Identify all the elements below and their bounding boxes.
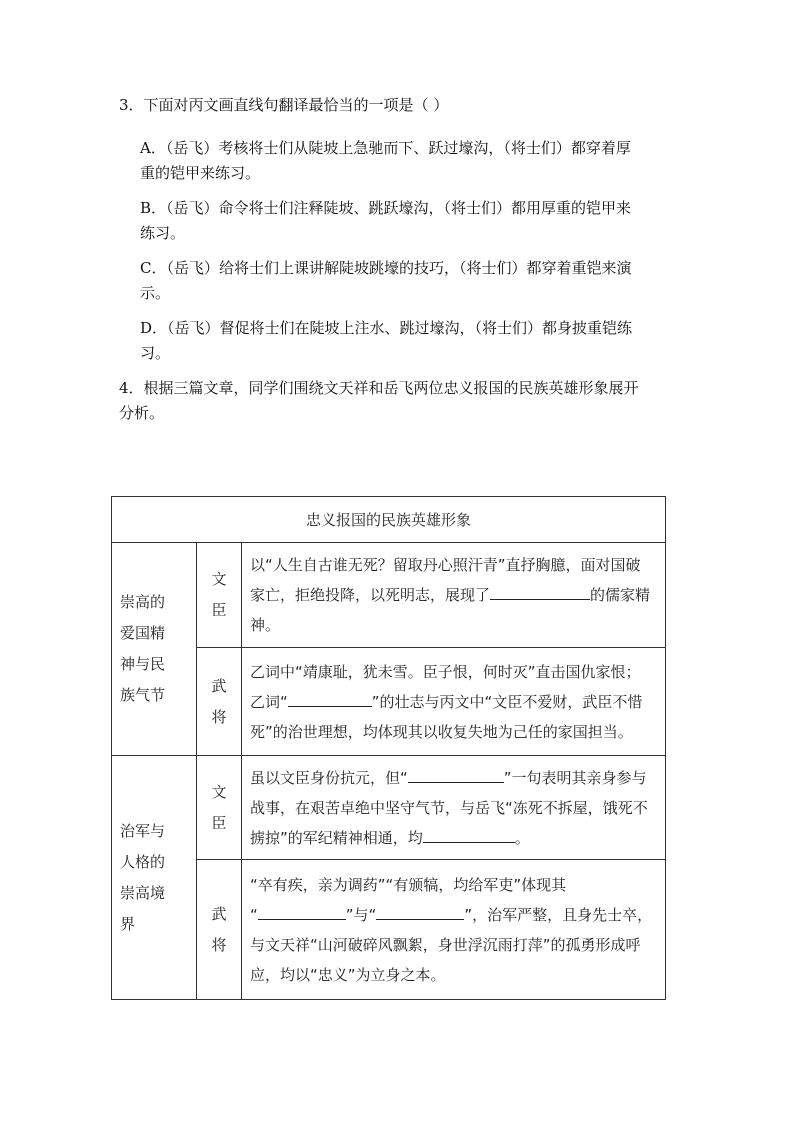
role-char: 臣 bbox=[211, 601, 227, 619]
question-4-stem bbox=[119, 376, 639, 426]
role-civil-official bbox=[197, 756, 242, 860]
option-d-line1: D．（岳飞）督促将士们在陡坡上注水、跳过壕沟，（将士们）都身披重铠练 bbox=[140, 319, 633, 337]
cell-text: 死”的治世理想，均体现其以收复失地为己任的家国担当。 bbox=[250, 722, 633, 741]
cell-text: ”，治军严整，且身先士卒， bbox=[464, 905, 653, 924]
option-c[interactable] bbox=[140, 256, 631, 306]
cell-text: ”一句表明其亲身参与 bbox=[503, 768, 647, 787]
category-patriotism bbox=[112, 543, 197, 756]
category-line: 界 bbox=[120, 914, 136, 933]
option-b-line2: 练习。 bbox=[140, 224, 186, 242]
cell-yue-fei-military bbox=[242, 860, 666, 1000]
fill-blank-3[interactable] bbox=[408, 766, 504, 783]
cell-text: 的儒家精 bbox=[590, 586, 651, 604]
table-title: 忠义报国的民族英雄形象 bbox=[112, 497, 666, 543]
cell-text: 神。 bbox=[250, 616, 281, 634]
question-4-line1: 4．根据三篇文章，同学们围绕文天祥和岳飞两位忠义报国的民族英雄形象展开 bbox=[119, 379, 639, 397]
cell-text: 家亡，拒绝投降，以死明志，展现了 bbox=[250, 586, 491, 604]
option-a[interactable] bbox=[140, 136, 631, 186]
question-4-line2: 分析。 bbox=[119, 404, 165, 422]
category-line: 族气节 bbox=[120, 686, 166, 704]
fill-blank-5[interactable] bbox=[258, 903, 346, 920]
cell-text: 战事，在艰苦卓绝中坚守气节，与岳飞“冻死不拆屋，饿死不 bbox=[250, 798, 648, 817]
cell-text: 掳掠”的军纪精神相通，均 bbox=[250, 828, 423, 847]
option-c-line1: C．（岳飞）给将士们上课讲解陡坡跳壕的技巧，（将士们）都穿着重铠来演 bbox=[140, 259, 632, 277]
fill-blank-2[interactable] bbox=[288, 690, 372, 707]
cell-text: 乙词中“靖康耻，犹未雪。臣子恨，何时灭”直击国仇家恨； bbox=[250, 662, 641, 681]
cell-text: 以“人生自古谁无死？留取丹心照汗青”直抒胸臆，面对国破 bbox=[250, 556, 641, 574]
cell-text: “卒有疾，亲为调药”“有颁犒，均给军吏”体现其 bbox=[250, 875, 567, 894]
question-3-stem: 3．下面对丙文画直线句翻译最恰当的一项是（ ） bbox=[119, 96, 449, 114]
fill-blank-1[interactable] bbox=[490, 583, 590, 600]
option-a-line2: 重的铠甲来练习。 bbox=[140, 164, 261, 182]
fill-blank-6[interactable] bbox=[376, 903, 464, 920]
option-a-line1: A．（岳飞）考核将士们从陡坡上急驰而下、跃过壕沟，（将士们）都穿着厚 bbox=[140, 139, 631, 157]
role-military-general bbox=[197, 648, 242, 756]
cell-text: 应，均以“忠义”为立身之本。 bbox=[250, 965, 446, 984]
cell-text: ”的壮志与丙文中“文臣不爱财，武臣不惜 bbox=[371, 692, 643, 711]
category-line: 爱国精 bbox=[120, 624, 166, 642]
category-line: 崇高的 bbox=[120, 593, 166, 611]
category-line: 治军与 bbox=[120, 821, 166, 840]
role-military-general bbox=[197, 860, 242, 1000]
cell-text: 虽以文臣身份抗元，但“ bbox=[250, 768, 408, 787]
role-char: 武 bbox=[211, 676, 227, 695]
role-char: 将 bbox=[211, 707, 227, 726]
cell-text: 与文天祥“山河破碎风飘絮，身世浮沉雨打萍”的孤勇形成呼 bbox=[250, 935, 641, 954]
role-char: 将 bbox=[211, 935, 227, 954]
role-civil-official bbox=[197, 543, 242, 648]
cell-yue-fei-patriotism bbox=[242, 648, 666, 756]
option-b-line1: B．（岳飞）命令将士们注释陡坡、跳跃壕沟，（将士们）都用厚重的铠甲来 bbox=[140, 199, 632, 217]
cell-text: ”与“ bbox=[345, 905, 377, 924]
category-military-character bbox=[112, 756, 197, 1000]
cell-text: “ bbox=[250, 905, 258, 924]
option-c-line2: 示。 bbox=[140, 284, 171, 302]
hero-image-table bbox=[111, 496, 666, 1000]
cell-text: 乙词“ bbox=[250, 692, 288, 711]
cell-text: 。 bbox=[514, 828, 530, 847]
category-line: 神与民 bbox=[120, 655, 166, 673]
cell-wen-tianxiang-military bbox=[242, 756, 666, 860]
category-line: 崇高境 bbox=[120, 883, 166, 902]
role-char: 文 bbox=[211, 570, 227, 588]
category-line: 人格的 bbox=[120, 852, 166, 871]
option-d-line2: 习。 bbox=[140, 344, 171, 362]
role-char: 文 bbox=[211, 782, 227, 801]
option-d[interactable] bbox=[140, 316, 632, 366]
cell-wen-tianxiang-patriotism bbox=[242, 543, 666, 648]
role-char: 臣 bbox=[211, 813, 227, 832]
role-char: 武 bbox=[211, 904, 227, 923]
option-b[interactable] bbox=[140, 196, 631, 246]
fill-blank-4[interactable] bbox=[423, 826, 515, 843]
